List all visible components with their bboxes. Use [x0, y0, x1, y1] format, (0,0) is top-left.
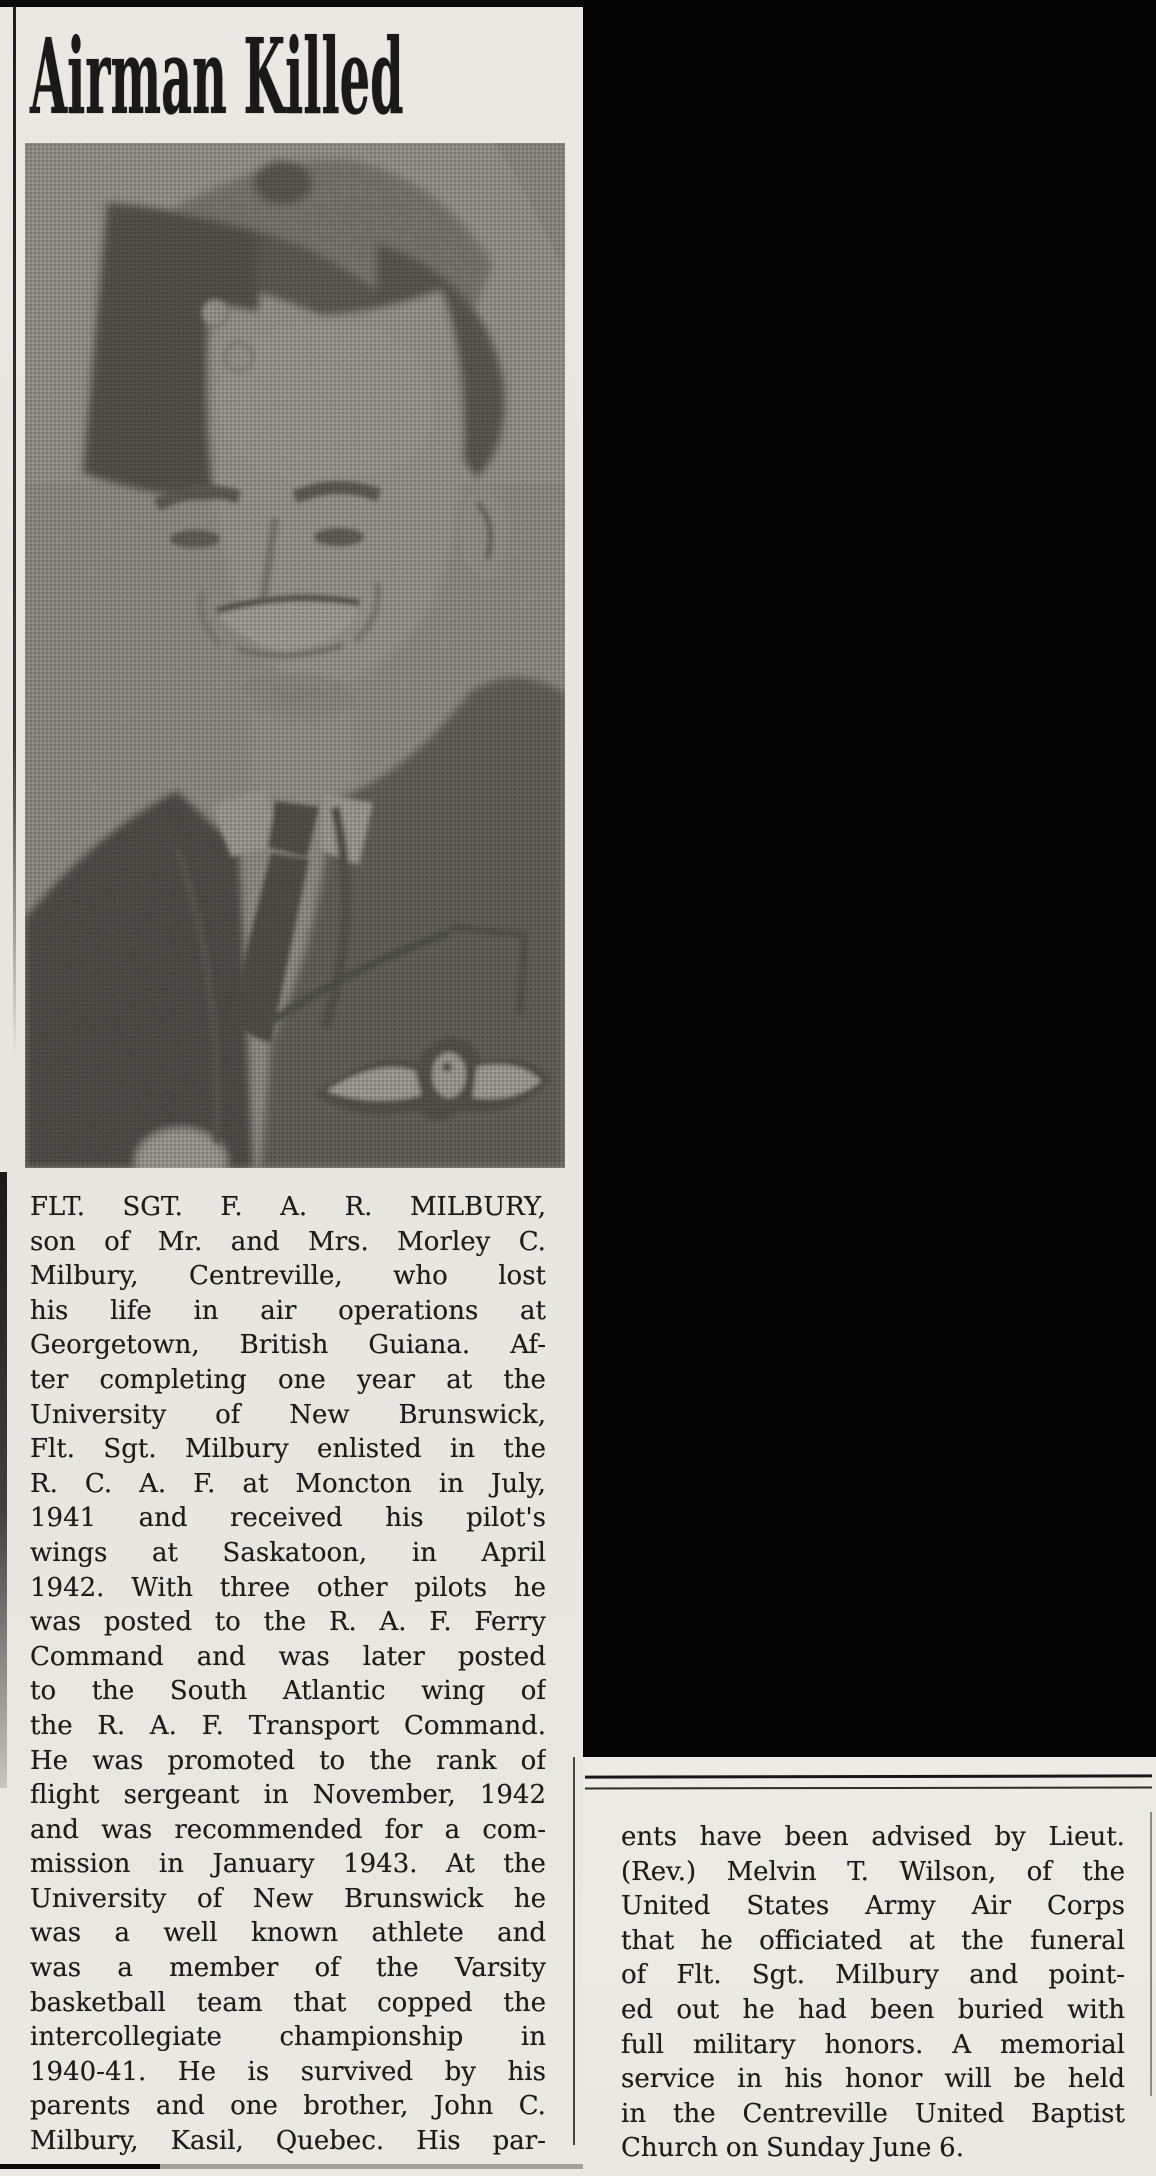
separator-rule-top [585, 1774, 1152, 1778]
text-line: ed out he had been buried with [621, 1994, 1125, 2025]
text-line: Georgetown, British Guiana. Af- [30, 1330, 546, 1361]
text-line: and was recommended for a com- [30, 1814, 546, 1845]
text-line: to the South Atlantic wing of [30, 1676, 546, 1707]
clipping-right-column [583, 1757, 1156, 2176]
text-line: Milbury, Kasil, Quebec. His par- [30, 2126, 546, 2157]
text-line: was a member of the Varsity [30, 1953, 546, 1984]
text-line: 1941 and received his pilot's [30, 1503, 546, 1534]
text-line: R. C. A. F. at Moncton in July, [30, 1468, 546, 1499]
text-line: University of New Brunswick he [30, 1883, 546, 1914]
text-line: United States Army Air Corps [621, 1891, 1125, 1922]
text-line: son of Mr. and Mrs. Morley C. [30, 1226, 546, 1257]
text-line: flight sergeant in November, 1942 [30, 1780, 546, 1811]
column-left-rule [13, 6, 16, 1056]
text-line: 1942. With three other pilots he [30, 1572, 546, 1603]
portrait-halftone-illustration [25, 143, 565, 1168]
text-line: wings at Saskatoon, in April [30, 1537, 546, 1568]
text-line: of Flt. Sgt. Milbury and point- [621, 1960, 1125, 1991]
headline: Airman Killed [30, 15, 404, 138]
text-line: intercollegiate championship in [30, 2022, 546, 2053]
text-line: ter completing one year at the [30, 1364, 546, 1395]
text-line: the R. A. F. Transport Command. [30, 1710, 546, 1741]
text-line: He was promoted to the rank of [30, 1745, 546, 1776]
text-line: ents have been advised by Lieut. [621, 1822, 1125, 1852]
scan-right-edge [1150, 1812, 1152, 2096]
text-line: his life in air operations at [30, 1295, 546, 1326]
text-line: service in his honor will be held [621, 2064, 1125, 2095]
text-line: Church on Sunday June 6. [621, 2133, 964, 2164]
article-body-right [621, 1822, 1125, 2168]
text-line: Milbury, Centreville, who lost [30, 1261, 546, 1292]
text-line: that he officiated at the funeral [621, 1925, 1125, 1956]
text-line: full military honors. A memorial [621, 2029, 1125, 2060]
text-line: in the Centreville United Baptist [621, 2098, 1125, 2129]
scan-top-edge [0, 0, 583, 7]
text-line: was a well known athlete and [30, 1918, 546, 1949]
text-line: University of New Brunswick, [30, 1399, 546, 1430]
scan-left-edge-shadow [0, 1172, 7, 1788]
text-line: was posted to the R. A. F. Ferry [30, 1607, 546, 1638]
text-line: mission in January 1943. At the [30, 1849, 546, 1880]
text-line: basketball team that copped the [30, 1987, 546, 2018]
text-line: Flt. Sgt. Milbury enlisted in the [30, 1434, 546, 1465]
text-line: parents and one brother, John C. [30, 2091, 546, 2122]
text-line: FLT. SGT. F. A. R. MILBURY, [30, 1192, 546, 1222]
separator-rule-bottom [585, 1787, 1152, 1790]
column-divider-rule [573, 1757, 575, 2145]
scan-bottom-edge [0, 2164, 583, 2169]
text-line: 1940-41. He is survived by his [30, 2056, 546, 2087]
article-body-left [30, 1192, 546, 2161]
text-line: Command and was later posted [30, 1641, 546, 1672]
text-line: (Rev.) Melvin T. Wilson, of the [621, 1856, 1125, 1887]
airman-portrait-photo [25, 143, 565, 1168]
